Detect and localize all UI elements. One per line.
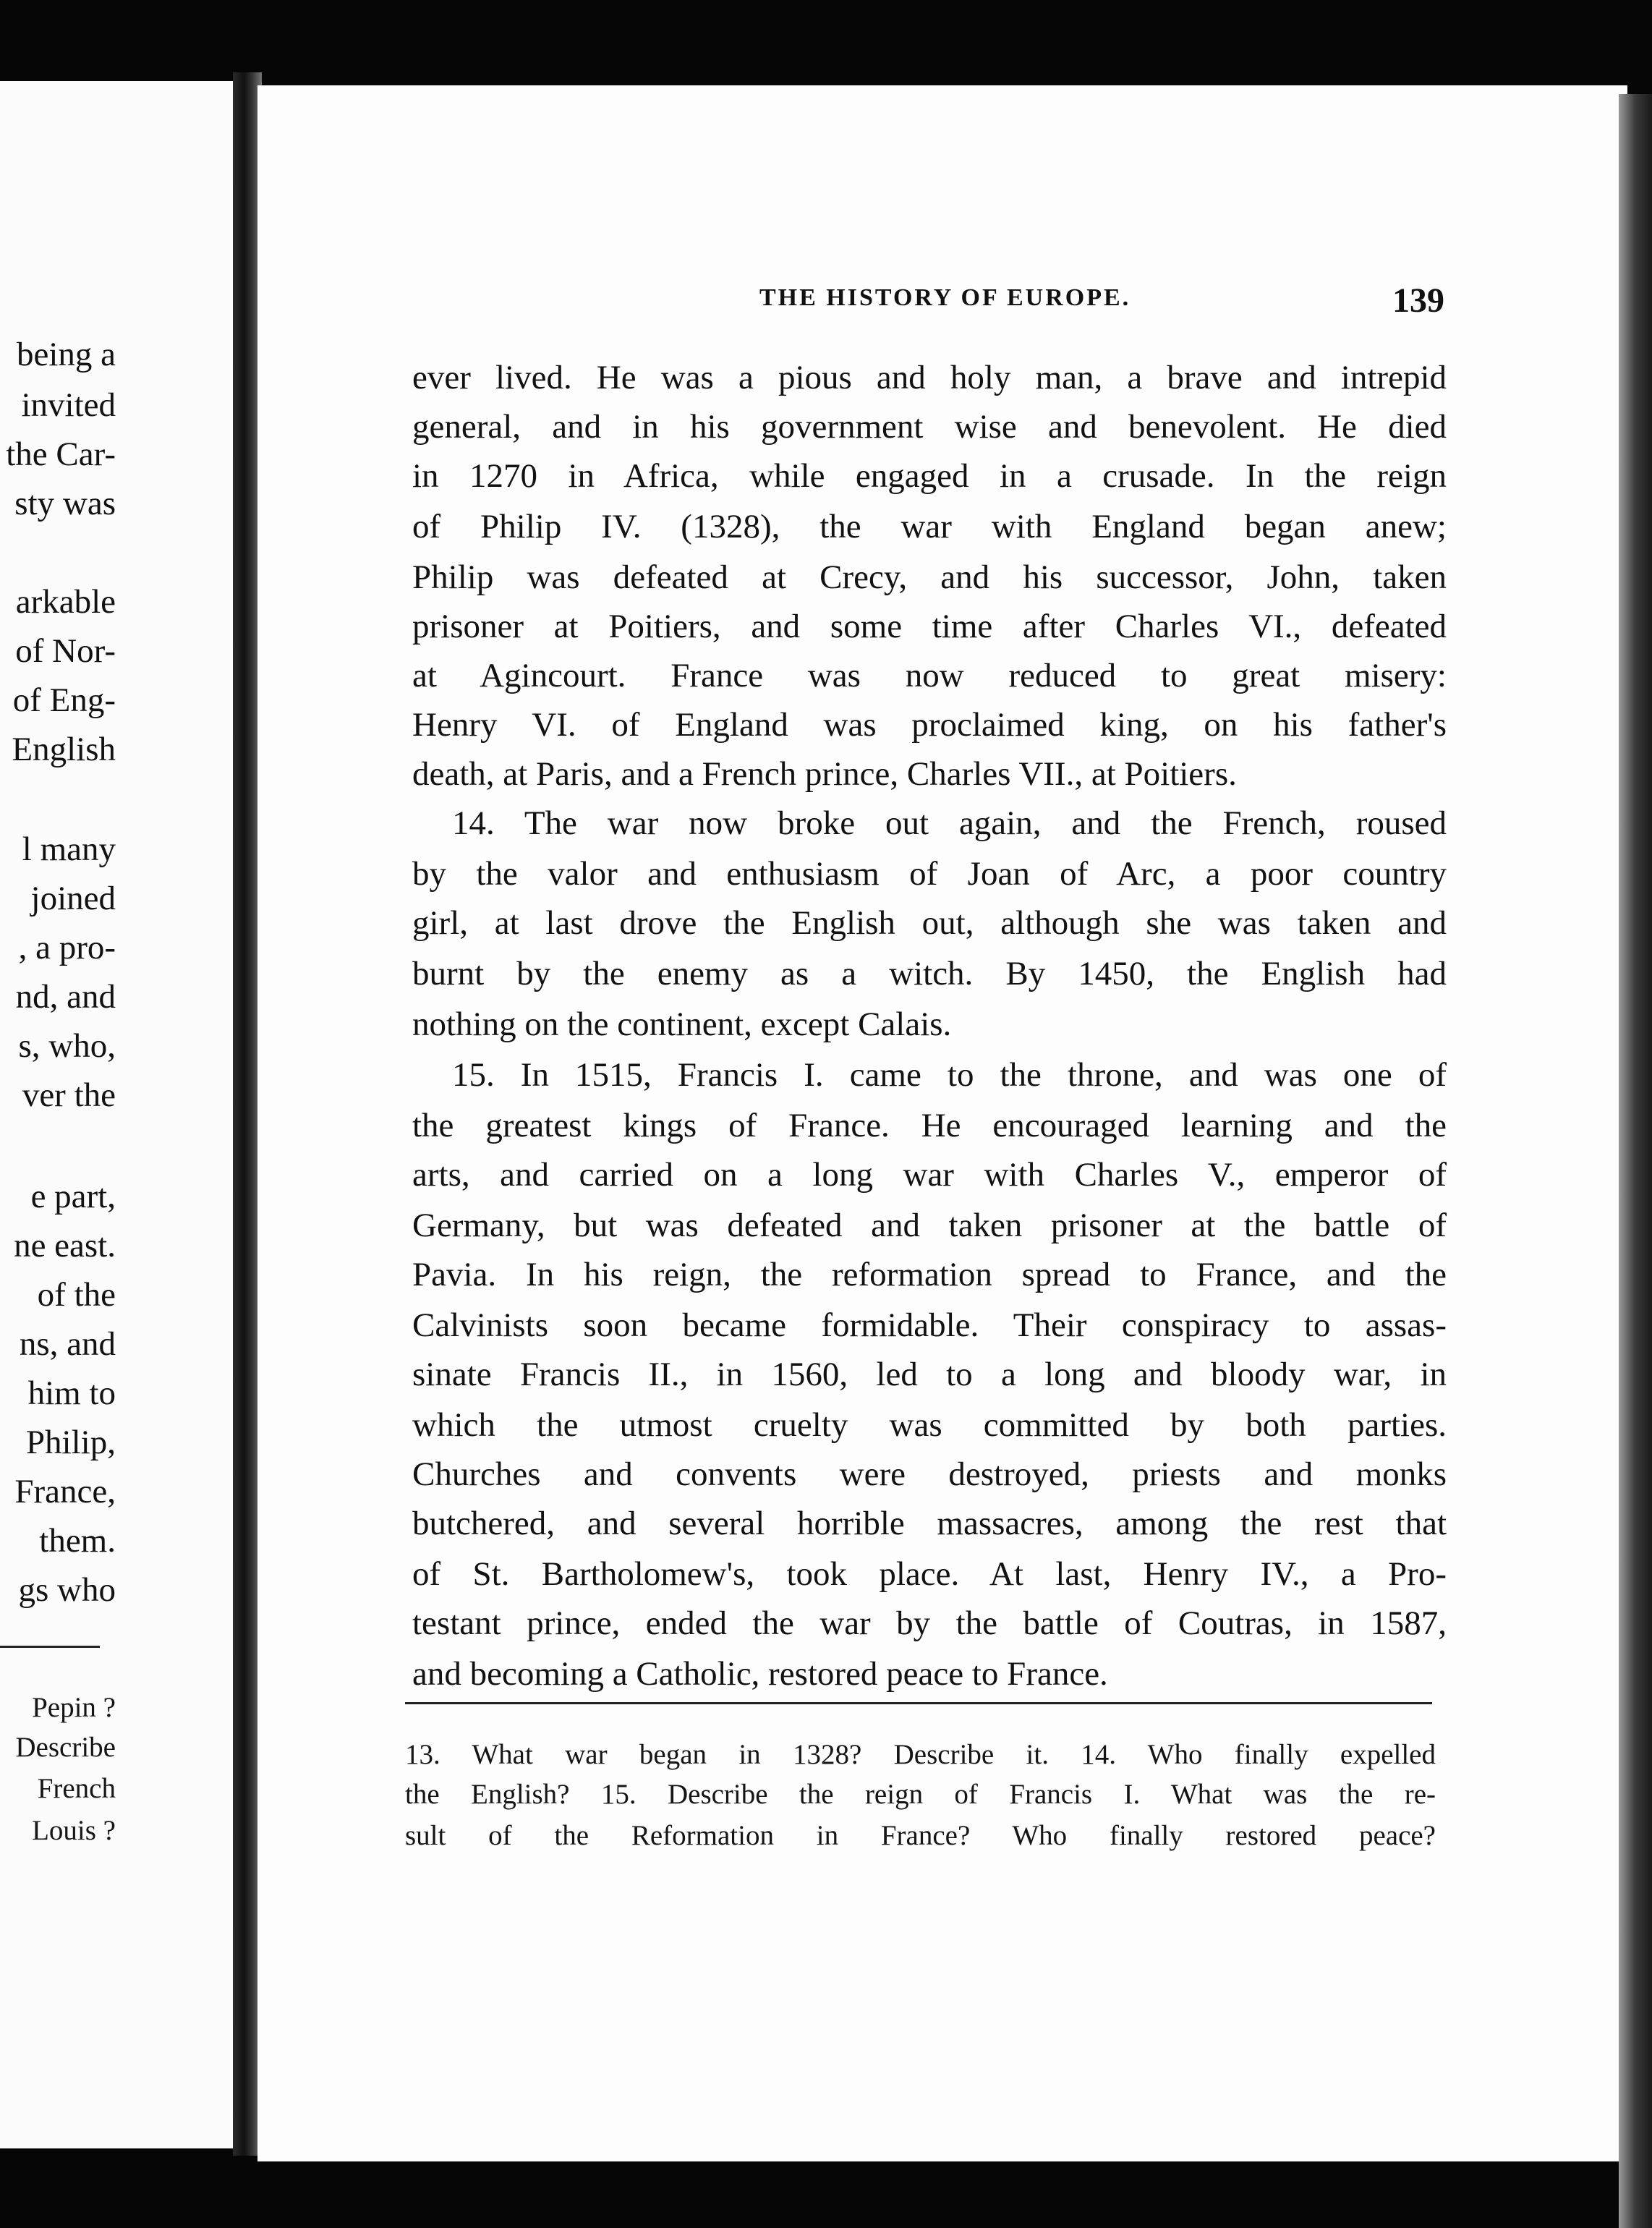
left-page-line: s, who, (18, 1027, 116, 1065)
body-line: by the valor and enthusiasm of Joan of Arc, a poor country (412, 855, 1447, 893)
left-page-line: , a pro- (18, 929, 116, 966)
left-page-line: ns, and (19, 1325, 116, 1363)
body-line: at Agincourt. France was now reduced to great misery: (412, 657, 1447, 694)
footnote-line: sult of the Reformation in France? Who finally restored peace? (405, 1820, 1436, 1851)
left-page-line: France, (14, 1473, 116, 1510)
left-page-note: Pepin ? (32, 1692, 116, 1723)
left-page-rule (0, 1646, 100, 1648)
body-line: in 1270 in Africa, while engaged in a crusade. In the reign (412, 457, 1447, 495)
body-line: ever lived. He was a pious and holy man, a brave and intrepid (412, 359, 1447, 396)
left-page-line: joined (30, 880, 116, 917)
body-line: sinate Francis II., in 1560, led to a long and bloody war, in (412, 1356, 1447, 1393)
body-line: 14. The war now broke out again, and the French, roused (452, 804, 1447, 842)
left-page-line: sty was (14, 485, 116, 522)
left-page-line: ver the (22, 1076, 116, 1114)
body-line: girl, at last drove the English out, although she was taken and (412, 904, 1447, 942)
left-page-line: them. (39, 1522, 116, 1560)
left-page-line: him to (27, 1374, 116, 1412)
body-line: Pavia. In his reign, the reformation spread to France, and the (412, 1256, 1447, 1293)
left-page-line: e part, (30, 1178, 116, 1215)
left-page-line: ne east. (14, 1227, 116, 1264)
body-line: prisoner at Poitiers, and some time after Charles VI., defeated (412, 608, 1447, 645)
body-line: Calvinists soon became formidable. Their conspiracy to assas- (412, 1306, 1447, 1344)
body-line: arts, and carried on a long war with Charles V., emperor of (412, 1156, 1447, 1194)
body-line: death, at Paris, and a French prince, Charles VII., at Poitiers. (412, 755, 1237, 793)
left-page-line: arkable (15, 583, 116, 621)
body-line: Germany, but was defeated and taken prisoner at the battle of (412, 1207, 1447, 1244)
body-line: burnt by the enemy as a witch. By 1450, the English had (412, 955, 1447, 992)
left-page-line: nd, and (15, 978, 116, 1016)
body-line: 15. In 1515, Francis I. came to the throne, and was one of (452, 1056, 1447, 1094)
body-line: and becoming a Catholic, restored peace to France. (412, 1655, 1108, 1693)
left-page-line: of Eng- (12, 681, 116, 719)
left-page-line: invited (21, 386, 116, 424)
left-page-line: being a (16, 336, 116, 373)
left-page-line: of Nor- (15, 632, 116, 670)
body-line: the greatest kings of France. He encouraged learning and the (412, 1107, 1447, 1144)
left-page-note: Describe (15, 1732, 116, 1763)
page-number: 139 (1392, 281, 1444, 320)
body-line: butchered, and several horrible massacres, among the rest that (412, 1505, 1447, 1542)
left-page-line: l many (22, 830, 116, 868)
body-line: Churches and convents were destroyed, priests and monks (412, 1455, 1447, 1493)
page-edge-shadow (1619, 94, 1652, 2228)
left-page-line: of the (37, 1276, 116, 1314)
body-line: of St. Bartholomew's, took place. At last, Henry IV., a Pro- (412, 1555, 1447, 1593)
left-page-line: English (12, 731, 116, 768)
body-line: of Philip IV. (1328), the war with England began anew; (412, 508, 1447, 545)
left-page-note: Louis ? (32, 1815, 116, 1846)
left-page-note: French (37, 1773, 116, 1804)
footnote-line: 13. What war began in 1328? Describe it. 14. Who finally expelled (405, 1739, 1436, 1770)
left-page-line: the Car- (6, 435, 116, 473)
left-page-line: Philip, (25, 1424, 116, 1461)
body-line: nothing on the continent, except Calais. (412, 1005, 952, 1043)
running-head: THE HISTORY OF EUROPE. (759, 284, 1131, 311)
body-line: Philip was defeated at Crecy, and his successor, John, taken (412, 558, 1447, 596)
footnote-rule (405, 1702, 1432, 1704)
body-line: general, and in his government wise and benevolent. He died (412, 408, 1447, 446)
body-line: testant prince, ended the war by the battle of Coutras, in 1587, (412, 1604, 1447, 1642)
body-line: which the utmost cruelty was committed by both parties. (412, 1406, 1447, 1444)
left-facing-page (0, 81, 239, 2148)
left-page-line: gs who (18, 1571, 116, 1609)
footnote-line: the English? 15. Describe the reign of Francis I. What was the re- (405, 1779, 1436, 1810)
body-line: Henry VI. of England was proclaimed king, on his father's (412, 706, 1447, 744)
